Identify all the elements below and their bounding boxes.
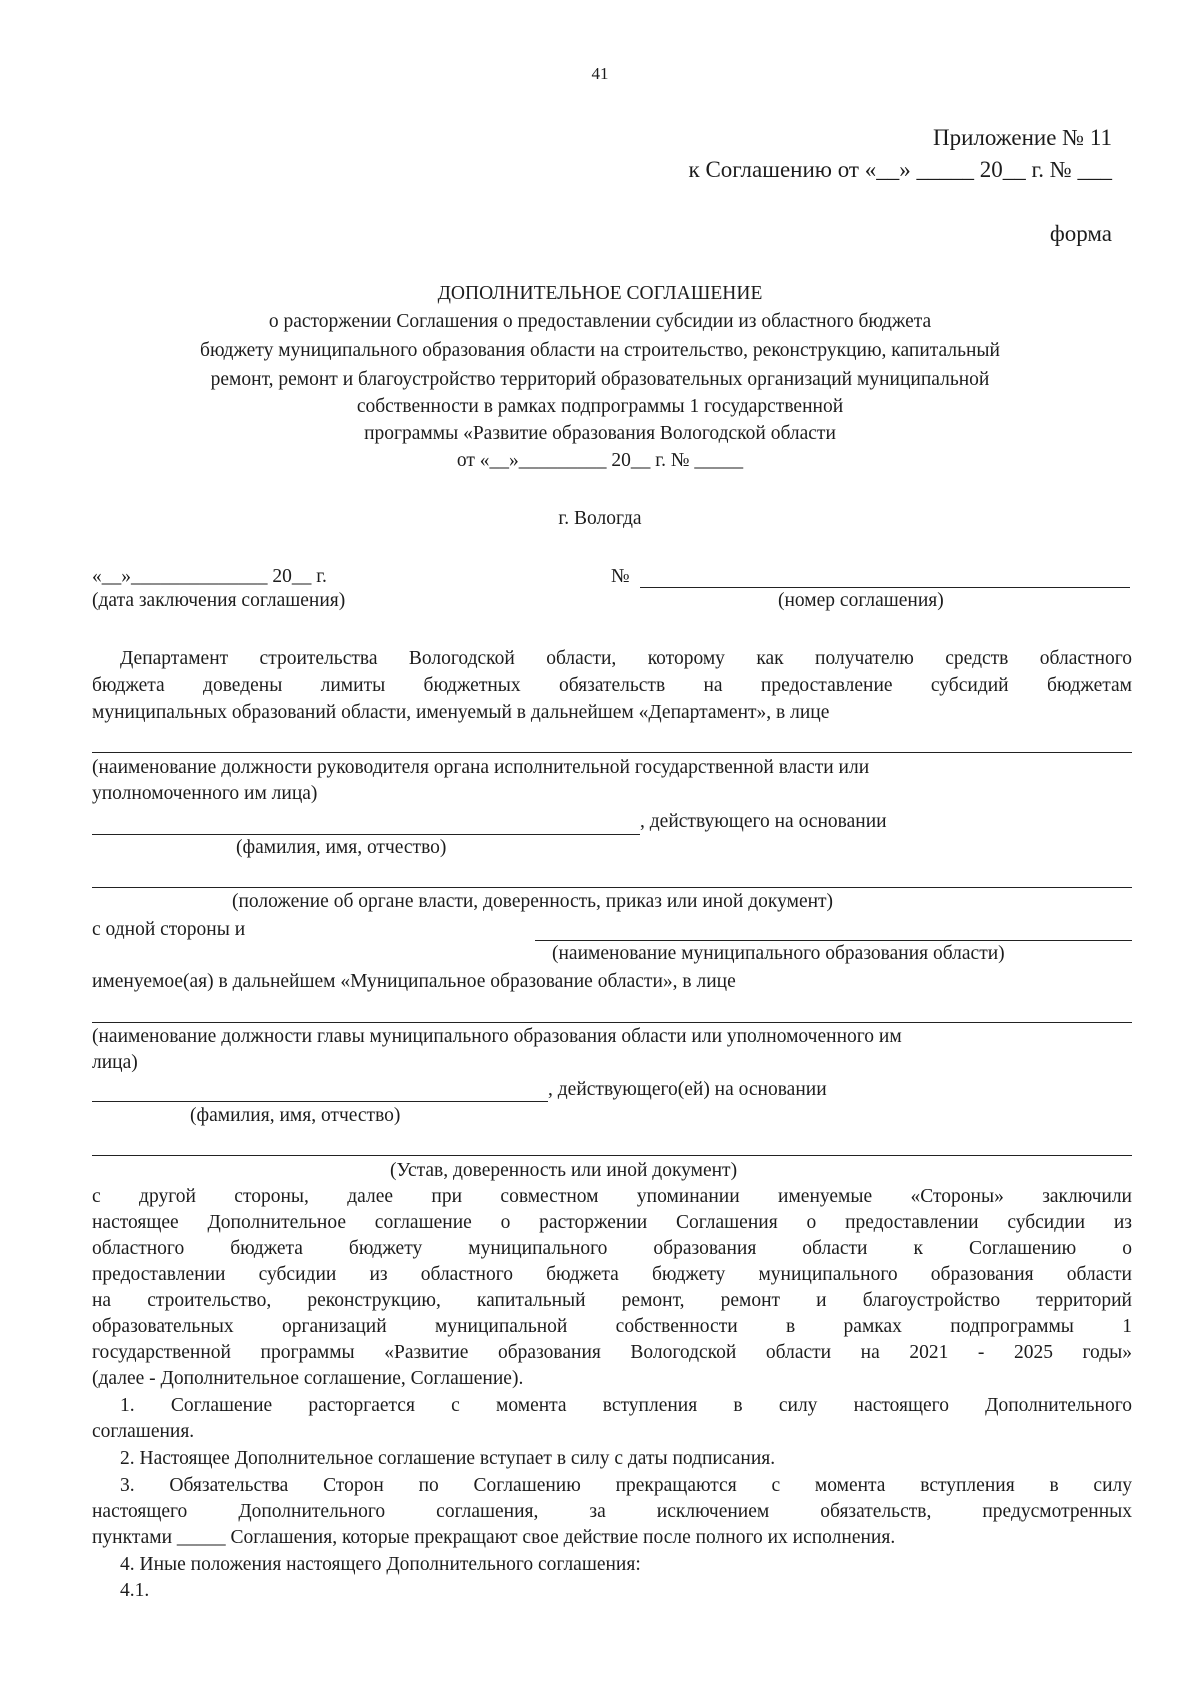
agreement-reference: к Соглашению от «__» _____ 20__ г. № ___ [688, 157, 1112, 182]
caption-basis: (Устав, доверенность или иной документ) [390, 1160, 738, 1181]
title-line: программы «Развитие образования Вологодской области [364, 423, 836, 444]
title-line: о расторжении Соглашения о предоставлении субсидии из областного бюджета [268, 311, 932, 332]
named-municipality: именуемое(ая) в дальнейшем «Муниципальное образование области», в лице [92, 971, 736, 992]
other-side-line: (далее - Дополнительное соглашение, Соглашение). [92, 1368, 524, 1389]
other-side-line: государственной программы «Развитие образования Вологодской области на 2021 - 2025 годы» [92, 1342, 1132, 1363]
other-side-line: с другой стороны, далее при совместном упоминании именуемые «Стороны» заключили [92, 1186, 1132, 1207]
number-sign: № [611, 566, 630, 587]
one-side-text: с одной стороны и [92, 919, 246, 940]
clause-1-cont: соглашения. [92, 1421, 195, 1442]
other-side-line: предоставлении субсидии из областного бюджета бюджету муниципального образования области [92, 1264, 1132, 1285]
agreement-date: «__»______________ 20__ г. [92, 566, 327, 587]
blank-line [92, 834, 640, 835]
clause-3: 3. Обязательства Сторон по Соглашению прекращаются с момента вступления в силу [120, 1475, 1132, 1496]
caption-basis: (положение об органе власти, доверенность, приказ или иной документ) [232, 891, 834, 912]
intro-line: Департамент строительства Вологодской области, которому как получателю средств областного [120, 648, 1132, 669]
caption-head-position: (наименование должности руководителя органа исполнительной государственной власти или [92, 757, 870, 778]
caption-head-position-cont: уполномоченного им лица) [92, 783, 318, 804]
acting-basis-text: , действующего(ей) на основании [548, 1079, 827, 1100]
form-label: форма [1049, 221, 1112, 246]
other-side-line: на строительство, реконструкцию, капитальный ремонт, ремонт и благоустройство территорий [92, 1290, 1132, 1311]
intro-line: муниципальных образований области, именуемый в дальнейшем «Департамент», в лице [92, 702, 830, 723]
other-side-line: настоящее Дополнительное соглашение о расторжении Соглашения о предоставлении субсидии из [92, 1212, 1132, 1233]
caption-municipality: (наименование муниципального образования области) [552, 943, 1005, 964]
city: г. Вологда [558, 508, 642, 529]
clause-1: 1. Соглашение расторгается с момента вступления в силу настоящего Дополнительного [120, 1395, 1132, 1416]
number-caption: (номер соглашения) [778, 590, 944, 611]
blank-line [535, 940, 1132, 941]
caption-head-municipality-cont: лица) [92, 1052, 138, 1073]
blank-line [92, 887, 1132, 888]
blank-line [92, 752, 1132, 753]
document-heading: ДОПОЛНИТЕЛЬНОЕ СОГЛАШЕНИЕ [437, 283, 763, 304]
caption-fio: (фамилия, имя, отчество) [190, 1105, 401, 1126]
caption-fio: (фамилия, имя, отчество) [236, 837, 447, 858]
other-side-line: областного бюджета бюджету муниципального образования области к Соглашению о [92, 1238, 1132, 1259]
blank-line [92, 1022, 1132, 1023]
caption-head-municipality: (наименование должности главы муниципального образования области или уполномоченного им [92, 1026, 902, 1047]
acting-basis-text: , действующего на основании [640, 811, 887, 832]
title-line: собственности в рамках подпрограммы 1 государственной [356, 396, 844, 417]
clause-3-cont: пунктами _____ Соглашения, которые прекращают свое действие после полного их исполнения. [92, 1527, 896, 1548]
appendix-label: Приложение № 11 [932, 125, 1112, 150]
intro-line: бюджета доведены лимиты бюджетных обязательств на предоставление субсидий бюджетам [92, 675, 1132, 696]
clause-3-cont: настоящего Дополнительного соглашения, за исключением обязательств, предусмотренных [92, 1501, 1132, 1522]
title-line: от «__»_________ 20__ г. № _____ [456, 450, 744, 471]
clause-2: 2. Настоящее Дополнительное соглашение вступает в силу с даты подписания. [120, 1448, 776, 1469]
title-line: ремонт, ремонт и благоустройство территорий образовательных организаций муниципальной [210, 369, 990, 390]
number-field-line [640, 587, 1130, 588]
other-side-line: образовательных организаций муниципальной собственности в рамках подпрограммы 1 [92, 1316, 1132, 1337]
title-line: бюджету муниципального образования области на строительство, реконструкцию, капитальный [200, 340, 1000, 361]
clause-4: 4. Иные положения настоящего Дополнительного соглашения: [120, 1554, 641, 1575]
blank-line [92, 1101, 548, 1102]
blank-line [92, 1155, 1132, 1156]
clause-4-1: 4.1. [120, 1580, 150, 1601]
date-caption: (дата заключения соглашения) [92, 590, 346, 611]
page-number: 41 [591, 64, 609, 83]
